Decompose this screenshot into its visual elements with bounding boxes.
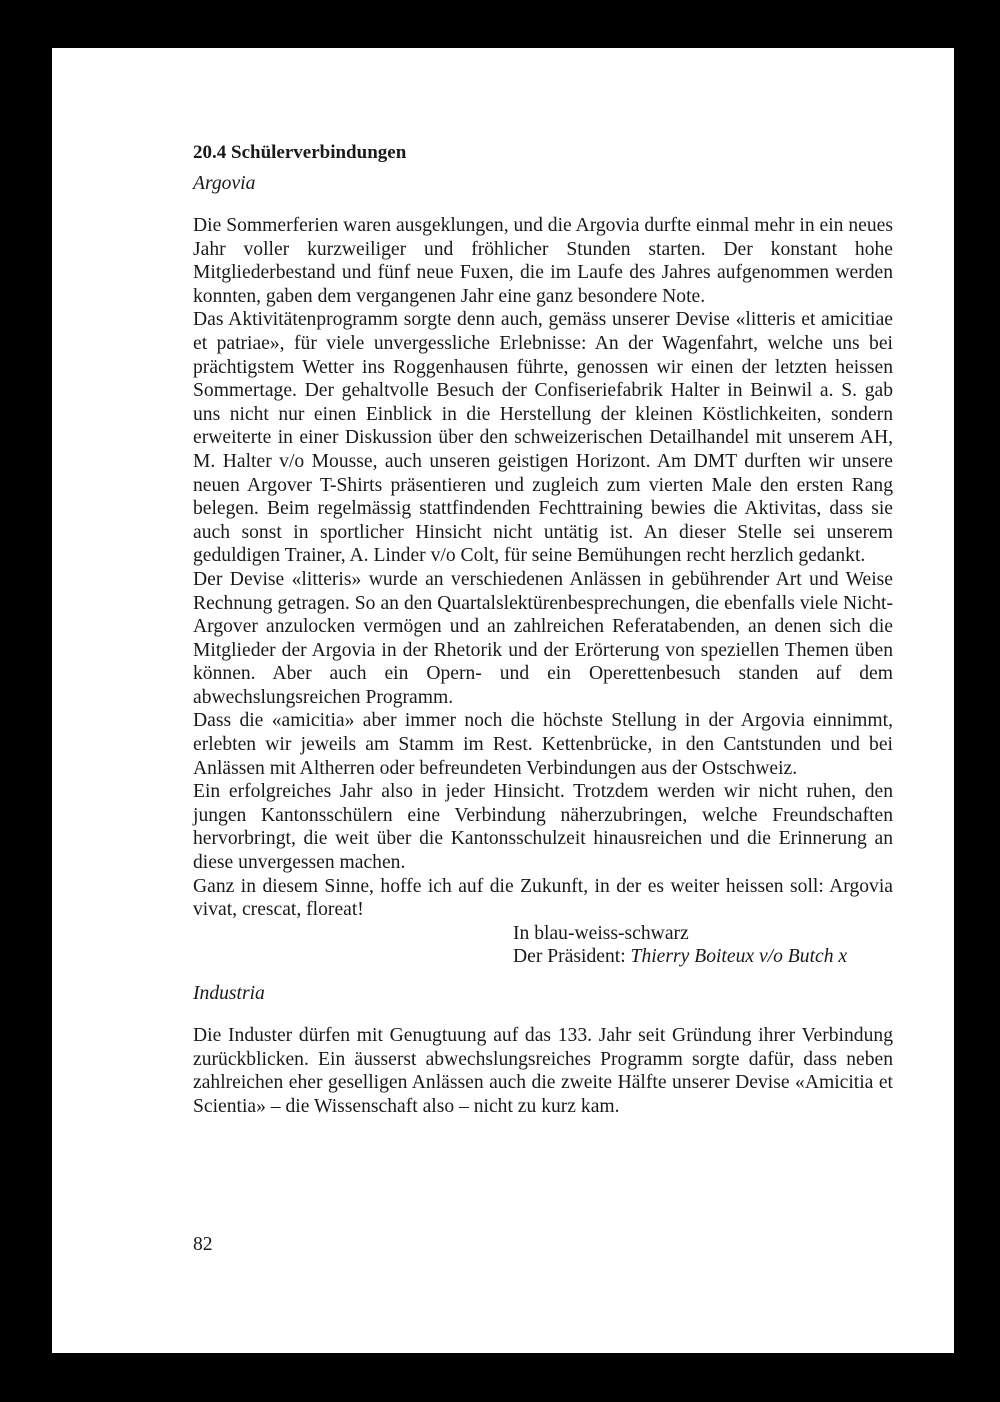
page-number: 82	[193, 1234, 213, 1255]
signature-name: Thierry Boiteux v/o Butch x	[630, 946, 848, 968]
industria-title: Industria	[193, 983, 265, 1004]
page-content	[193, 140, 893, 1118]
argovia-paragraph-2: Das Aktivitätenprogramm sorgte denn auch, gemäss unserer Devise «litteris et amicitiae et patriae», für viele unvergessliche Erlebnisse: An der Wagenfahrt, welche uns bei prächtigstem Wetter ins Roggenhausen führte, genossen wir einen der letzten heissen Sommertage. Der gehaltvolle Besuch der Confiseriefabrik Halter in Beinwil a. S. gab uns nicht nur einen Einblick in die Herstellung der kleinen Köstlichkeiten, sondern erweiterte in einer Diskussion über den schweizerischen Detailhandel mit unserem AH, M. Halter v/o Mousse, auch unseren geistigen Horizont. Am DMT durften wir unsere neuen Argover T-Shirts präsentieren und zugleich zum vierten Male den ersten Rang belegen. Beim regelmässig stattfindenden Fechttraining bewies die Aktivitas, dass sie auch sonst in sportlicher Hinsicht nicht untätig ist. An dieser Stelle sei unserem geduldigen Trainer, A. Linder v/o Colt, für seine Bemühungen recht herzlich gedankt.	[193, 309, 893, 567]
argovia-paragraph-5: Ein erfolgreiches Jahr also in jeder Hinsicht. Trotzdem werden wir nicht ruhen, den jungen Kantonsschülern eine Verbindung näherzubringen, welche Freundschaften hervorbringt, die weit über die Kantonsschulzeit hinausreichen und die Erinnerung an diese unvergessen machen.	[193, 781, 893, 874]
argovia-paragraph-1: Die Sommerferien waren ausgeklungen, und die Argovia durfte einmal mehr in ein neues Jahr voller kurzweiliger und fröhlicher Stunden starten. Der konstant hohe Mitgliederbestand und fünf neue Fuxen, die im Laufe des Jahres aufgenommen werden konnten, gaben dem vergangenen Jahr eine ganz besondere Note.	[193, 215, 893, 307]
argovia-paragraph-4: Dass die «amicitia» aber immer noch die höchste Stellung in der Argovia einnimmt, erlebten wir jeweils am Stamm im Rest. Kettenbrücke, in den Cantstunden und bei Anlässen mit Altherren oder befreundeten Verbindungen aus der Ostschweiz.	[193, 710, 893, 779]
section-heading: 20.4 Schülerverbindungen	[193, 142, 407, 163]
argovia-paragraph-6: Ganz in diesem Sinne, hoffe ich auf die Zukunft, in der es weiter heissen soll: Argovia vivat, crescat, floreat!	[193, 875, 893, 921]
section-spacer	[193, 969, 893, 981]
argovia-paragraph-3: Der Devise «litteris» wurde an verschiedenen Anlässen in gebührender Art und Weise Rechnung getragen. So an den Quartalslektürenbesprechungen, die ebenfalls viele Nicht-Argover anzulocken vermögen und an zahlreichen Referatabenden, an denen sich die Mitglieder der Argovia in der Rhetorik und der Erörterung von speziellen Themen üben können. Aber auch ein Opern- und ein Operettenbesuch standen auf dem abwechslungsreichen Programm.	[193, 568, 893, 708]
signature-prefix: Der Präsident:	[513, 946, 631, 968]
closing-line: In blau-weiss-schwarz	[513, 922, 689, 944]
signature-line	[193, 945, 893, 969]
document-page	[52, 48, 954, 1353]
argovia-title: Argovia	[193, 173, 256, 194]
industria-paragraph: Die Induster dürfen mit Genugtuung auf das 133. Jahr seit Gründung ihrer Verbindung zurückblicken. Ein äusserst abwechslungsreiches Programm sorgte dafür, dass neben zahlreichen eher geselligen Anlässen auch die zweite Hälfte unserer Devise «Amicitia et Scientia» – die Wissenschaft also – nicht zu kurz kam.	[193, 1025, 893, 1117]
